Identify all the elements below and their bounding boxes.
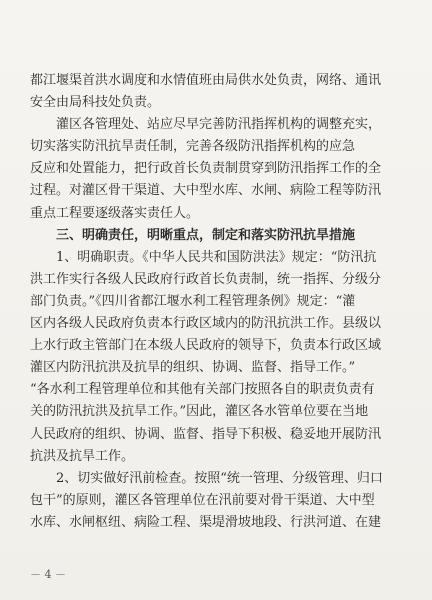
- text-line: 安全由局科技处负责。: [30, 95, 161, 111]
- text-line: 部门负责。”《四川省都江堰水利工程管理条例》规定：“灌: [30, 293, 356, 309]
- page-number: － 4 －: [30, 568, 66, 581]
- text-line: 反应和处置能力，把行政首长负责制贯穿到防汛指挥工作的全: [30, 161, 382, 177]
- text-line: 灌区内防汛抗洪及抗旱的组织、协调、监督、指导工作。”: [30, 360, 356, 376]
- text-line: 洪工作实行各级人民政府行政首长负责制，统一指挥、分级分: [30, 271, 382, 287]
- text-line: 2、切实做好汛前检查。按照“统一管理、分级管理、归口: [56, 470, 383, 486]
- text-line: 灌区各管理处、站应尽早完善防汛指挥机构的调整充实，: [56, 117, 382, 133]
- text-line: 水库、水闸枢纽、病险工程、渠堤滑坡地段、行洪河道、在建: [30, 514, 382, 530]
- text-line: 重点工程要逐级落实责任人。: [30, 205, 200, 221]
- text-line: “各水利工程管理单位和其他有关部门按照各自的职责负责有: [30, 382, 375, 398]
- text-line: 切实落实防汛抗旱责任制，完善各级防汛指挥机构的应急: [30, 139, 356, 155]
- text-line: 包干”的原则，灌区各管理单位在汛前要对骨干渠道、大中型: [30, 492, 375, 508]
- text-line: 人民政府的组织、协调、监督、指导下积极、稳妥地开展防汛: [30, 426, 382, 442]
- text-line: 区内各级人民政府负责本行政区域内的防汛抗洪工作。县级以: [30, 316, 382, 332]
- text-line: 抗洪及抗旱工作。: [30, 448, 135, 464]
- text-line: 关的防汛抗洪及抗旱工作。”因此，灌区各水管单位要在当地: [30, 404, 369, 420]
- text-line: 1、明确职责。《中华人民共和国防洪法》规定：“防汛抗: [56, 249, 377, 265]
- text-line: 都江堰渠首洪水调度和水情值班由局供水处负责，网络、通讯: [30, 73, 382, 88]
- text-line: 上水行政主管部门在本级人民政府的领导下，负责本行政区域: [30, 338, 382, 354]
- body-text: [30, 70, 410, 534]
- text-line: 过程。对灌区骨干渠道、大中型水库、水闸、病险工程等防汛: [30, 183, 382, 199]
- section-heading: 三、明确责任，明晰重点，制定和落实防汛抗旱措施: [56, 227, 356, 243]
